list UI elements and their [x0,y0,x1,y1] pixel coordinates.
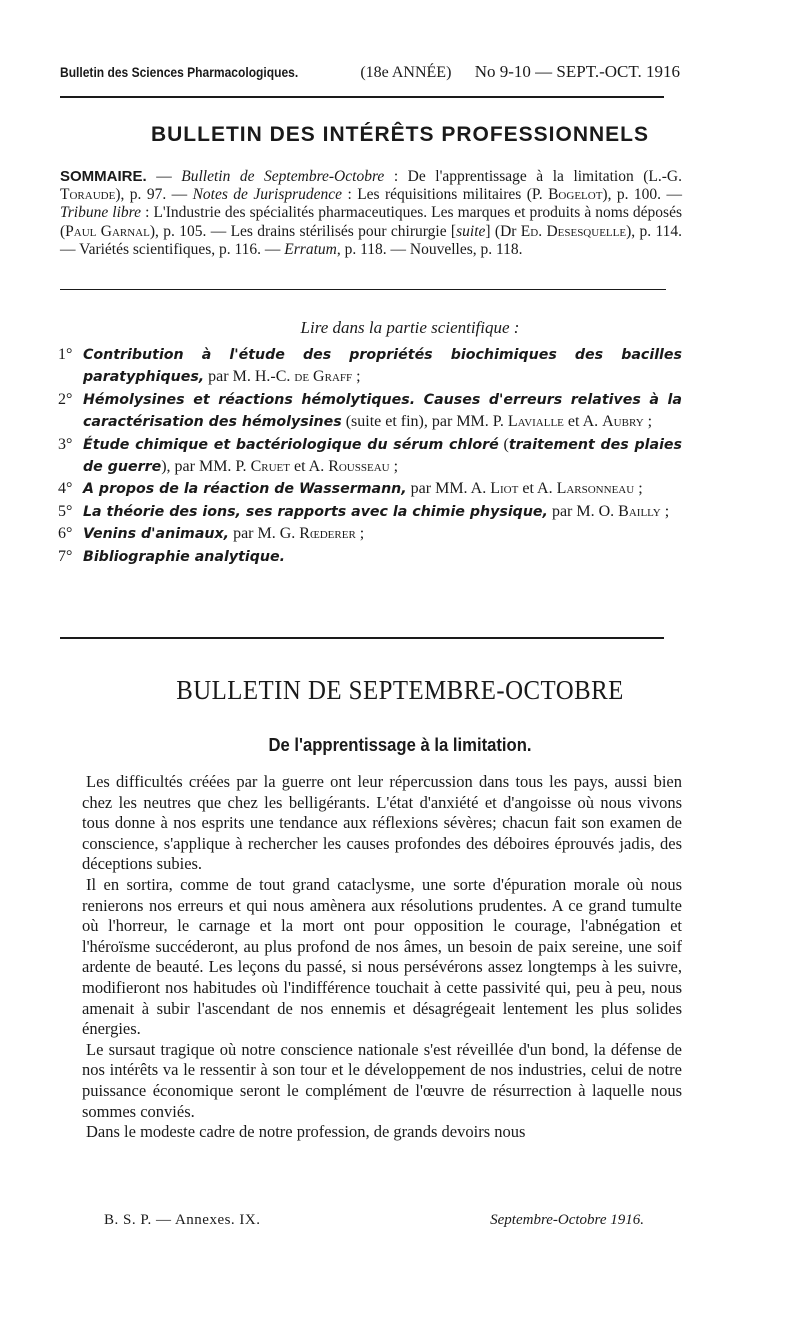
text-run: et A. [518,480,557,498]
title-text: Hémolysines et réactions hémolytiques. Causes d'erreurs relatives à la caractérisation des hémolysines [83,391,682,431]
toc-entry [58,478,682,500]
toc-text [83,478,682,500]
author-name: Bailly [618,502,661,520]
article-paragraph: Les difficultés créées par la guerre ont leur répercussion dans tous les pays, aussi bien chez les neutres que chez les belligérants. L'état d'anxiété et d'angoisse où nous vivons tous donne à nos esprits une tendance aux réflexions sévères; chacun fait son examen de conscience, s'applique à rechercher les causes profondes des déboires éprouvés jadis, des déceptions subies. [82,772,682,874]
text-run: par M. [204,368,255,386]
journal-year: (18e ANNÉE) [360,64,452,81]
author-name: Rœderer [299,525,356,543]
sommaire-lead: SOMMAIRE. [60,168,147,185]
scientific-contents-list [58,344,682,568]
header-rule [60,96,664,98]
toc-entry [58,344,682,389]
issue-number: No 9-10 — SEPT.-OCT. 1916 [474,62,680,81]
page-footer [104,1212,644,1229]
sommaire [60,168,682,259]
article-paragraph: Il en sortira, comme de tout grand cataclysme, une sorte d'épuration morale où nous renierons nos erreurs et qui nous amènera aux résolutions prudentes. A ce grand tumulte où l'horreur, le carnage et la mort ont pour opposition le courage, l'abnégation et l'héroïsme succéderont, au plus profond de nos âmes, un besoin de paix sereine, une soif ardente de beauté. Les leçons du passé, si nous persévérons assez longtemps à les suivre, modifieront nos habitudes où l'indifférence touchait à cette passivité qui, peu à peu, nous amenait à subir l'ascendant de nos ennemis et désagrégeait lentement les plus solides énergies. [82,874,682,1039]
title-text: Tribune libre [60,204,141,222]
author-name: Liot [490,480,519,498]
author-name: Rousseau [328,458,390,476]
author-name: Aubry [602,413,644,431]
text-run: ), p. 105. — Les drains stérilisés pour chirurgie [ [149,222,457,240]
author-name: Lavialle [507,413,564,431]
toc-number: 2° [58,390,73,408]
toc-text [83,523,682,545]
toc-text [83,434,682,479]
toc-text [83,501,682,523]
title-text: traitement des plaies de guerre [83,436,682,476]
text-run: par M. G. [229,525,300,543]
toc-rule [60,637,664,639]
lire-heading: Lire dans la partie scientifique : [300,318,520,337]
toc-text [83,546,682,568]
journal-name: Bulletin des Sciences Pharmacologiques. [60,64,299,80]
title-text: Bulletin de Septembre-Octobre [181,168,385,185]
footer-date: Septembre-Octobre 1916. [490,1212,644,1228]
text-run: ; [352,368,361,386]
footer-reference: B. S. P. — Annexes. IX. [104,1212,261,1228]
title-text: Bibliographie analytique. [83,548,285,565]
author-name: Larsonneau [556,480,635,498]
article-subtitle: De l'apprentissage à la limitation. [268,734,532,755]
text-run: par M. O. [547,502,619,520]
text-run: (suite et fin), par MM. P. [341,413,508,431]
section-title: BULLETIN DES INTÉRÊTS PROFESSIONNELS [150,123,650,146]
toc-number: 1° [58,346,73,363]
title-text: Étude chimique et bactériologique du sérum chloré [83,436,499,453]
author-name: Cruet [250,458,290,476]
running-head [60,62,680,82]
text-run: : Les réquisitions militaires ( [342,186,532,204]
title-text: A propos de la réaction de Wassermann, [83,481,407,498]
text-run: : L'Industrie des spécialités pharmaceutiques. Les marques et produits à noms déposés ( [60,204,682,240]
title-text: Contribution à l'étude des propriétés biochimiques des bacilles paratyphiques, [83,347,682,386]
text-run: par MM. A. [406,480,491,498]
text-run: ), p. 100. — [602,186,682,204]
toc-number: 3° [58,435,73,453]
author-name: Ed. Desesquelle [520,222,627,240]
toc-text [83,389,682,434]
author-name: L.-G. Toraude [60,168,682,204]
text-run: ( [498,435,509,453]
toc-number: 7° [58,547,73,565]
text-run: ; [660,502,670,520]
title-text: Notes de Jurisprudence [192,186,343,204]
toc-text [83,344,682,389]
toc-entry [58,389,682,434]
title-text: Erratum [284,240,337,258]
sommaire-body [60,168,682,258]
author-name: Paul Garnal [65,222,150,240]
text-run: et A. [563,413,603,431]
toc-number: 5° [58,502,73,520]
text-run: ), p. 114. — Variétés scientifiques, p. 116. — [60,222,683,258]
author-name: H.-C. de Graff [254,368,353,386]
sommaire-rule [60,289,666,290]
toc-number: 4° [58,480,73,498]
text-run: ; [634,480,643,498]
author-name: P. Bogelot [531,186,603,204]
toc-number: 6° [58,525,73,543]
text-run: et A. [289,458,329,476]
article-paragraph: Dans le modeste cadre de notre profession, de grands devoirs nous [86,1122,526,1142]
title-text: La théorie des ions, ses rapports avec la chimie physique, [83,503,548,520]
text-run: ; [355,525,365,543]
toc-entry [58,434,682,479]
article-paragraph: Le sursaut tragique où notre conscience nationale s'est réveillée d'un bond, la défense de nos intérêts va le ressentir à son tour et le développement de nos industries, celui de notre puissance économique seront le complément de l'œuvre de résurrection à laquelle nous sommes conviés. [82,1039,682,1121]
toc-entry [58,546,682,568]
text-run: — [146,168,182,185]
text-run: ; [389,458,399,476]
article-title: BULLETIN DE SEPTEMBRE-OCTOBRE [176,675,624,705]
text-run: : De l'apprentissage à la limitation ( [384,168,649,185]
toc-entry [58,501,682,523]
text-run: , p. 118. — Nouvelles, p. 118. [336,240,523,258]
text-run: ), p. 97. — [115,186,193,204]
text-run: ; [643,413,653,431]
text-run: ), par MM. P. [161,458,251,476]
title-text: Venins d'animaux, [83,526,230,543]
text-run: ] (Dr [485,222,521,240]
title-text: suite [456,222,486,240]
article-body [82,772,682,1143]
toc-entry [58,523,682,545]
